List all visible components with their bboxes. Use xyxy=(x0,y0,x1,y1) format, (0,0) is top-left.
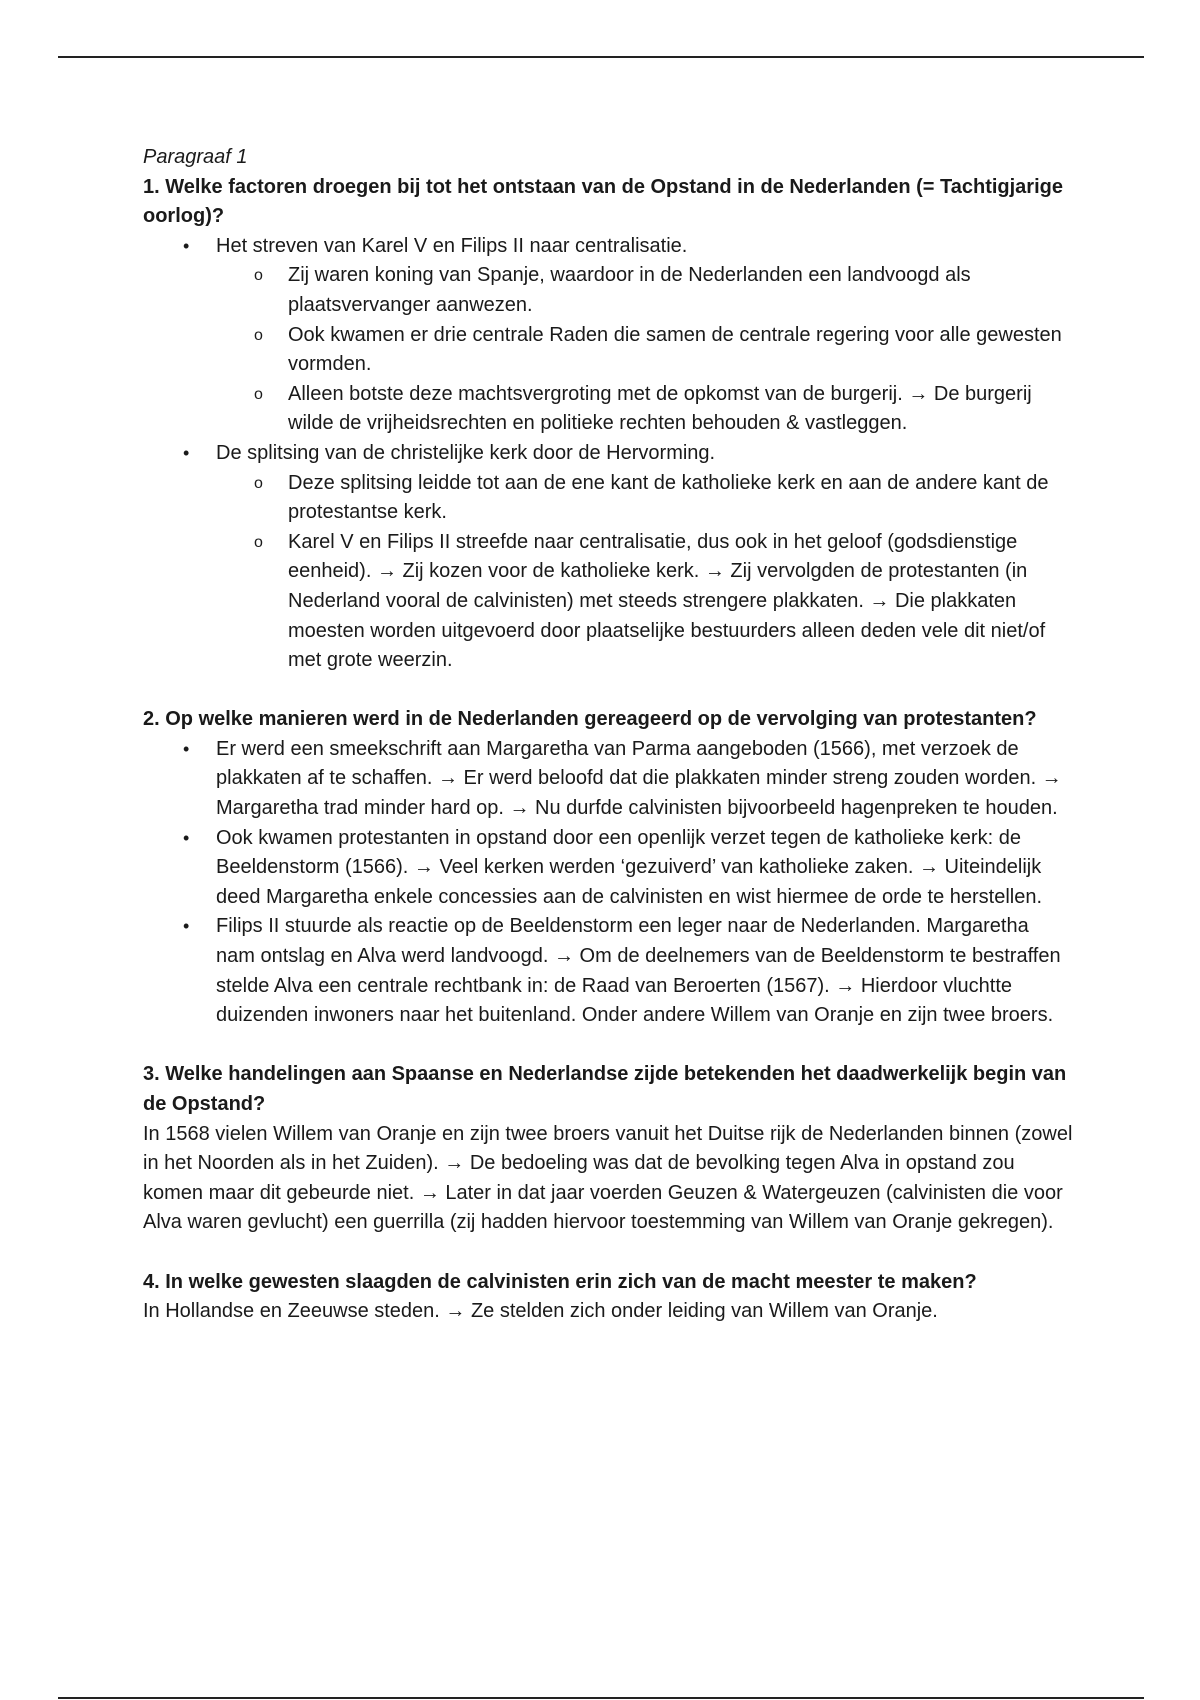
question-4-title: 4. In welke gewesten slaagden de calvinisten erin zich van de macht meester te maken? xyxy=(143,1270,977,1293)
spacer xyxy=(143,1238,1073,1268)
spacer xyxy=(143,676,1073,706)
question-1-title: 1. Welke factoren droegen bij tot het ontstaan van de Opstand in de Nederlanden (= Tachtigjarige oorlog)? xyxy=(143,175,1063,228)
list-item xyxy=(143,439,1073,676)
question-2-title: 2. Op welke manieren werd in de Nederlanden gereageerd op de vervolging van protestanten? xyxy=(143,708,1037,731)
sub-list-item xyxy=(216,261,1073,320)
header-rule xyxy=(58,56,1144,58)
list-item xyxy=(143,824,1073,913)
bullet-icon: • xyxy=(183,442,190,463)
circle-bullet-icon: o xyxy=(254,474,263,492)
circle-bullet-icon: o xyxy=(254,385,263,403)
spacer xyxy=(143,1031,1073,1061)
sub-list-item xyxy=(216,528,1073,676)
sub-list-item-text: Ook kwamen er drie centrale Raden die samen de centrale regering voor alle gewesten vormden. xyxy=(288,323,1062,376)
footer-rule xyxy=(58,1697,1144,1699)
question-4-answer: In Hollandse en Zeeuwse steden. → Ze stelden zich onder leiding van Willem van Oranje. xyxy=(143,1300,938,1323)
list-item xyxy=(143,232,1073,439)
list-item-text: Het streven van Karel V en Filips II naar centralisatie. xyxy=(216,234,688,257)
list-item-text: De splitsing van de christelijke kerk door de Hervorming. xyxy=(216,441,716,464)
sub-list-item xyxy=(216,469,1073,528)
circle-bullet-icon: o xyxy=(254,533,263,551)
document-body xyxy=(143,143,1073,1327)
list-item-text: Filips II stuurde als reactie op de Beeldenstorm een leger naar de Nederlanden. Margaretha nam ontslag en Alva werd landvoogd. → Om de deelnemers van de Beeldenstorm te bestraffen stelde Alva een centrale rechtbank in: de Raad van Beroerten (1567). → Hierdoor vluchtte duizenden inwoners naar het buitenland. Onder andere Willem van Oranje en zijn twee broers. xyxy=(216,915,1061,1027)
section-label: Paragraaf 1 xyxy=(143,146,248,168)
question-2-list xyxy=(143,735,1073,1031)
question-3-answer: In 1568 vielen Willem van Oranje en zijn twee broers vanuit het Duitse rijk de Nederlanden binnen (zowel in het Noorden als in het Zuiden). → De bedoeling was dat de bevolking tegen Alva in opstand zou komen maar dit gebeurde niet. → Later in dat jaar voerden Geuzen & Watergeuzen (calvinisten die voor Alva waren gevlucht) een guerrilla (zij hadden hiervoor toestemming van Willem van Oranje gekregen). xyxy=(143,1122,1073,1234)
bullet-icon: • xyxy=(183,827,190,848)
sub-list-item-text: Alleen botste deze machtsvergroting met de opkomst van de burgerij. → De burgerij wilde de vrijheidsrechten en politieke rechten behouden & vastleggen. xyxy=(288,382,1032,435)
list-item-text: Ook kwamen protestanten in opstand door een openlijk verzet tegen de katholieke kerk: de Beeldenstorm (1566). → Veel kerken werden ‘gezuiverd’ van katholieke zaken. → Uiteindelijk deed Margaretha enkele concessies aan de calvinisten en wist hiermee de orde te herstellen. xyxy=(216,826,1043,908)
circle-bullet-icon: o xyxy=(254,326,263,344)
list-item xyxy=(143,912,1073,1030)
sub-list-item-text: Deze splitsing leidde tot aan de ene kant de katholieke kerk en aan de andere kant de protestantse kerk. xyxy=(288,471,1049,524)
bullet-icon: • xyxy=(183,235,190,256)
question-3-title: 3. Welke handelingen aan Spaanse en Nederlandse zijde betekenden het daadwerkelijk begin van de Opstand? xyxy=(143,1063,1067,1115)
sub-list-item xyxy=(216,321,1073,380)
sub-list-item xyxy=(216,380,1073,439)
list-item-text: Er werd een smeekschrift aan Margaretha van Parma aangeboden (1566), met verzoek de plakkaten af te schaffen. → Er werd beloofd dat die plakkaten minder streng zouden worden. → Margaretha trad minder hard op. → Nu durfde calvinisten bijvoorbeeld hagenpreken te houden. xyxy=(216,737,1062,820)
sub-list xyxy=(216,469,1073,676)
bullet-icon: • xyxy=(183,916,190,937)
sub-list xyxy=(216,261,1073,439)
bullet-icon: • xyxy=(183,738,190,759)
sub-list-item-text: Zij waren koning van Spanje, waardoor in de Nederlanden een landvoogd als plaatsvervanger aanwezen. xyxy=(288,264,971,316)
sub-list-item-text: Karel V en Filips II streefde naar centralisatie, dus ook in het geloof (godsdienstige eenheid). → Zij kozen voor de katholieke kerk. → Zij vervolgden de protestanten (in Nederland vooral de calvinisten) met steeds strengere plakkaten. → Die plakkaten moesten worden uitgevoerd door plaatselijke bestuurders alleen deden vele dit niet/of met grote weerzin. xyxy=(288,530,1046,672)
list-item xyxy=(143,735,1073,824)
question-1-list xyxy=(143,232,1073,676)
circle-bullet-icon: o xyxy=(254,267,263,285)
